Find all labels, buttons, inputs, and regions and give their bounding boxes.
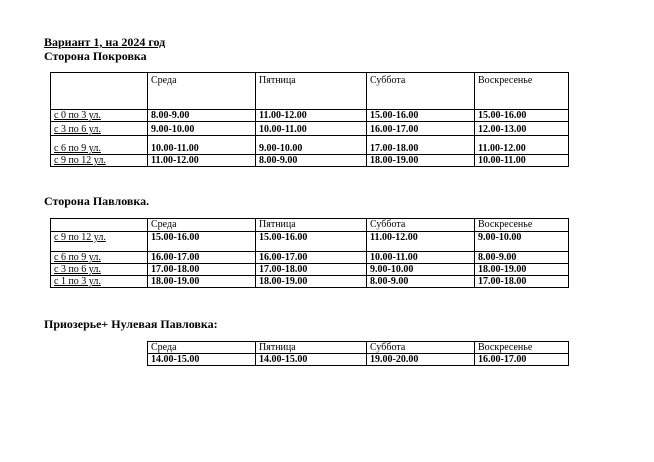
row-label: с 0 по 3 ул. [51, 110, 148, 122]
row-label: с 6 по 9 ул. [51, 252, 148, 264]
table-row [51, 252, 569, 264]
table-cell: 10.00-11.00 [256, 122, 367, 136]
section-heading-pavlovka: Сторона Павловка. [44, 194, 150, 208]
row-label: с 3 по 6 ул. [51, 264, 148, 276]
table-cell: 8.00-9.00 [475, 252, 569, 264]
table-row [148, 354, 569, 366]
section-heading-priozerye: Приозерье+ Нулевая Павловка: [44, 317, 218, 331]
table-cell: 9.00-10.00 [367, 264, 475, 276]
table-cell: 8.00-9.00 [148, 110, 256, 122]
table-cell: 18.00-19.00 [475, 264, 569, 276]
header-cell-saturday: Суббота [367, 73, 475, 110]
table-row [51, 122, 569, 136]
table-cell: 17.00-18.00 [475, 276, 569, 288]
table-row [51, 276, 569, 288]
table-cell: 10.00-11.00 [148, 136, 256, 155]
table-cell: 16.00-17.00 [367, 122, 475, 136]
header-cell-saturday: Суббота [367, 342, 475, 354]
table-row [51, 155, 569, 167]
table-cell: 15.00-16.00 [148, 232, 256, 252]
table-cell: 10.00-11.00 [367, 252, 475, 264]
header-cell-wednesday: Среда [148, 219, 256, 232]
table-cell: 16.00-17.00 [148, 252, 256, 264]
table-cell: 16.00-17.00 [475, 354, 569, 366]
table-row [51, 136, 569, 155]
table-cell: 11.00-12.00 [256, 110, 367, 122]
table-cell: 17.00-18.00 [256, 264, 367, 276]
table-cell: 9.00-10.00 [475, 232, 569, 252]
table-cell: 8.00-9.00 [367, 276, 475, 288]
table-cell: 19.00-20.00 [367, 354, 475, 366]
table-cell: 9.00-10.00 [256, 136, 367, 155]
table-cell: 17.00-18.00 [367, 136, 475, 155]
table-header-row [148, 342, 569, 354]
header-cell-friday: Пятница [256, 342, 367, 354]
table-cell: 11.00-12.00 [367, 232, 475, 252]
schedule-table-pokrovka [50, 72, 569, 167]
table-cell: 16.00-17.00 [256, 252, 367, 264]
table-cell: 17.00-18.00 [148, 264, 256, 276]
header-cell-friday: Пятница [256, 219, 367, 232]
table-cell: 10.00-11.00 [475, 155, 569, 167]
table-header-row [51, 73, 569, 110]
schedule-table-priozerye [147, 341, 569, 366]
header-cell-empty [51, 219, 148, 232]
table-cell: 15.00-16.00 [256, 232, 367, 252]
table-cell: 9.00-10.00 [148, 122, 256, 136]
row-label: с 6 по 9 ул. [51, 136, 148, 155]
header-cell-empty [51, 73, 148, 110]
table-cell: 8.00-9.00 [256, 155, 367, 167]
table-cell: 14.00-15.00 [148, 354, 256, 366]
table-row [51, 264, 569, 276]
row-label: с 3 по 6 ул. [51, 122, 148, 136]
section-heading-pokrovka: Сторона Покровка [44, 49, 147, 63]
header-cell-saturday: Суббота [367, 219, 475, 232]
table-cell: 18.00-19.00 [367, 155, 475, 167]
document-title: Вариант 1, на 2024 год [44, 35, 166, 49]
header-cell-wednesday: Среда [148, 73, 256, 110]
header-cell-sunday: Воскресенье [475, 342, 569, 354]
table-cell: 15.00-16.00 [367, 110, 475, 122]
header-cell-sunday: Воскресенье [475, 73, 569, 110]
table-cell: 15.00-16.00 [475, 110, 569, 122]
row-label: с 9 по 12 ул. [51, 232, 148, 252]
table-header-row [51, 219, 569, 232]
table-cell: 18.00-19.00 [256, 276, 367, 288]
table-cell: 18.00-19.00 [148, 276, 256, 288]
table-row [51, 110, 569, 122]
table-cell: 11.00-12.00 [148, 155, 256, 167]
table-cell: 11.00-12.00 [475, 136, 569, 155]
header-cell-wednesday: Среда [148, 342, 256, 354]
schedule-table-pavlovka [50, 218, 569, 288]
header-cell-friday: Пятница [256, 73, 367, 110]
table-cell: 12.00-13.00 [475, 122, 569, 136]
row-label: с 1 по 3 ул. [51, 276, 148, 288]
table-cell: 14.00-15.00 [256, 354, 367, 366]
table-row [51, 232, 569, 252]
header-cell-sunday: Воскресенье [475, 219, 569, 232]
row-label: с 9 по 12 ул. [51, 155, 148, 167]
